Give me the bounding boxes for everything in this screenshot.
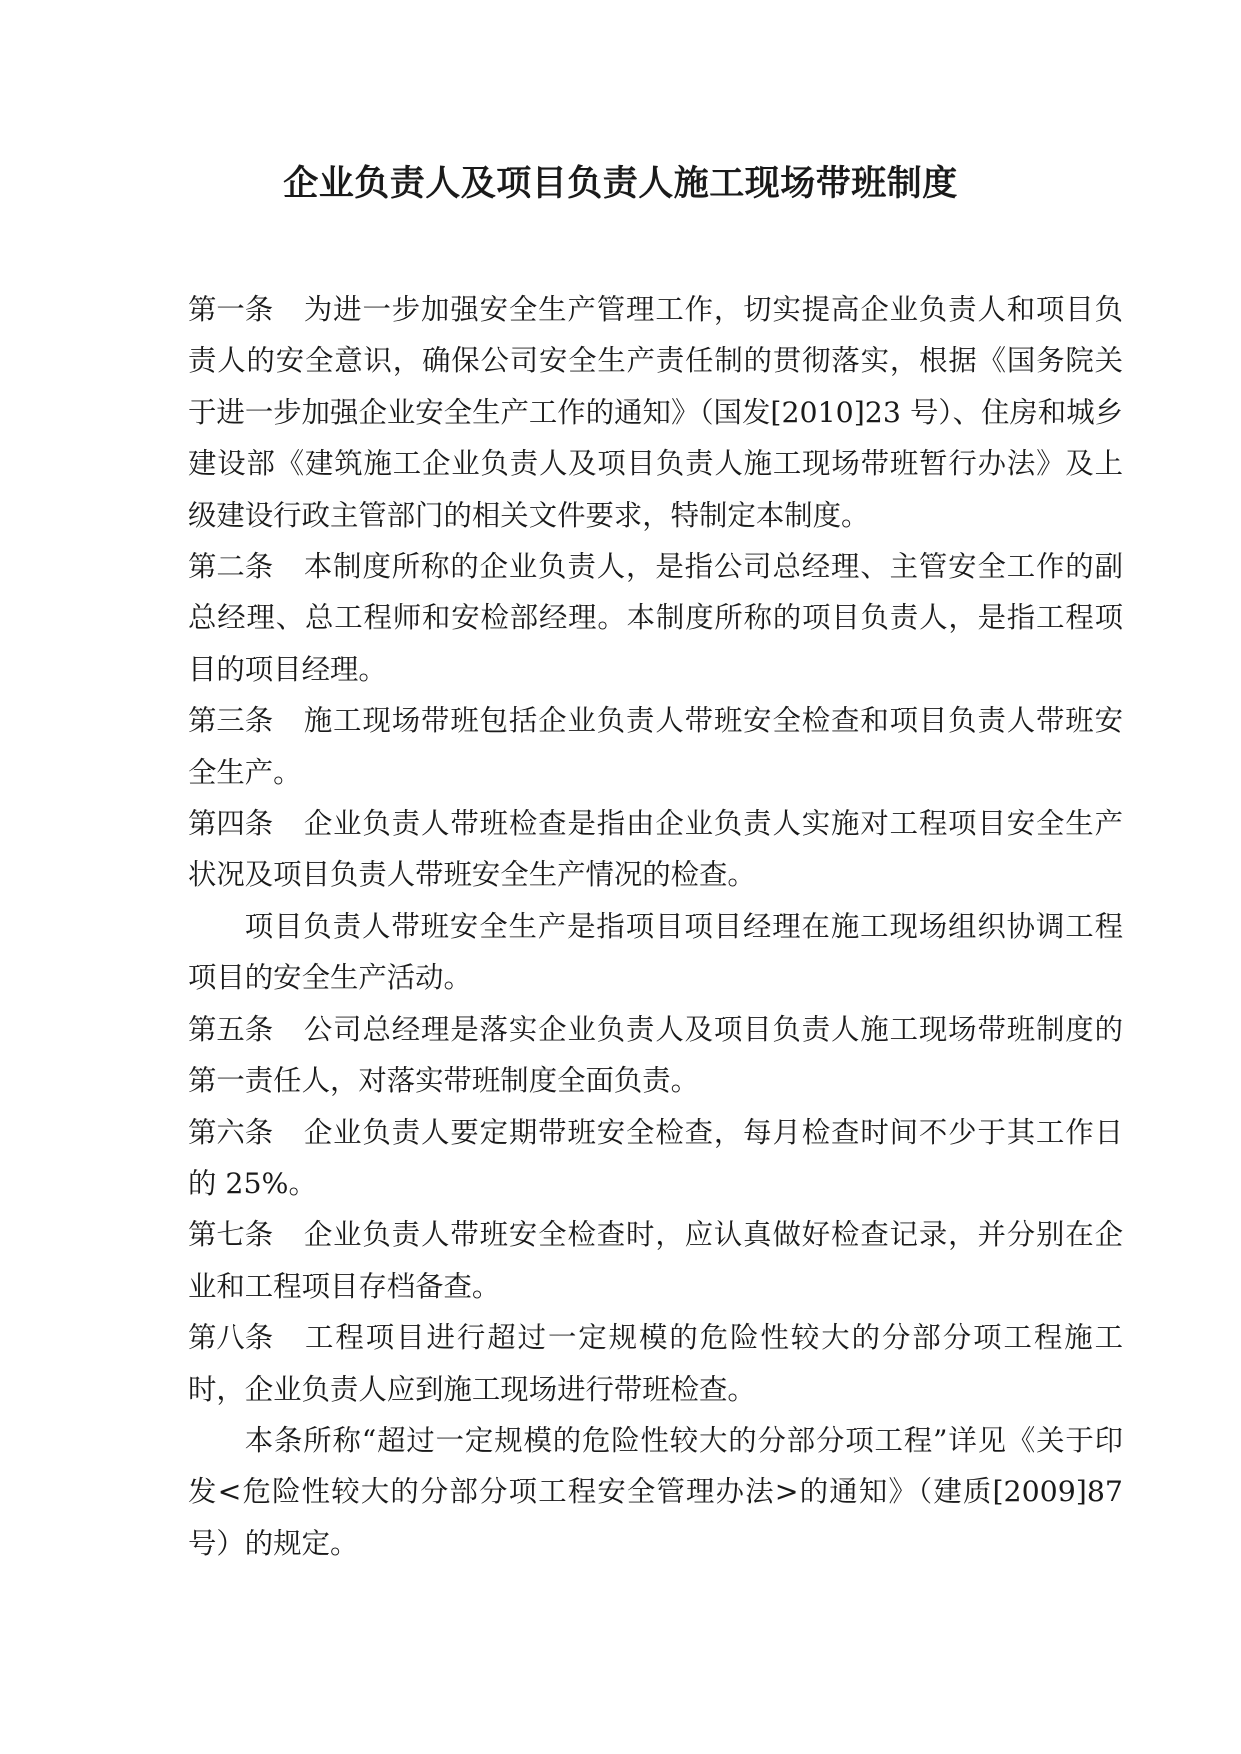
article-number: 第八条 <box>188 1321 274 1355</box>
article-3 <box>188 695 1123 798</box>
article-8-continuation <box>188 1415 1123 1569</box>
article-number: 第七条 <box>188 1218 274 1252</box>
article-text: 企业负责人带班安全检查时，应认真做好检查记录，并分别在企业和工程项目存档备查。 <box>188 1218 1123 1303</box>
article-4 <box>188 798 1123 901</box>
article-text: 工程项目进行超过一定规模的危险性较大的分部分项工程施工时，企业负责人应到施工现场进行带班检查。 <box>188 1321 1123 1406</box>
article-5 <box>188 1004 1123 1107</box>
article-text: 施工现场带班包括企业负责人带班安全检查和项目负责人带班安全生产。 <box>188 704 1123 789</box>
article-text: 企业负责人带班检查是指由企业负责人实施对工程项目安全生产状况及项目负责人带班安全生产情况的检查。 <box>188 807 1123 892</box>
article-6 <box>188 1107 1123 1210</box>
article-text: 本制度所称的企业负责人，是指公司总经理、主管安全工作的副总经理、总工程师和安检部经理。本制度所称的项目负责人，是指工程项目的项目经理。 <box>188 550 1123 686</box>
article-number: 第二条 <box>188 550 274 584</box>
article-text: 公司总经理是落实企业负责人及项目负责人施工现场带班制度的第一责任人，对落实带班制度全面负责。 <box>188 1012 1123 1098</box>
article-number: 第五条 <box>188 1012 274 1046</box>
article-number: 第三条 <box>188 704 274 738</box>
article-text: 企业负责人要定期带班安全检查，每月检查时间不少于其工作日的 25%。 <box>188 1115 1123 1200</box>
article-text: 为进一步加强安全生产管理工作，切实提高企业负责人和项目负责人的安全意识，确保公司安全生产责任制的贯彻落实，根据《国务院关于进一步加强企业安全生产工作的通知》（国发[2010]23 号）、住房和城乡建设部《建筑施工企业负责人及项目负责人施工现场带班暂行办法》及上级建设行政主管部门的相关文件要求，特制定本制度。 <box>188 293 1123 532</box>
article-8 <box>188 1312 1123 1415</box>
article-number: 第一条 <box>188 293 274 326</box>
document-body <box>188 284 1123 1569</box>
article-2 <box>188 541 1123 695</box>
document-title: 企业负责人及项目负责人施工现场带班制度 <box>283 164 958 204</box>
article-number: 第四条 <box>188 807 274 841</box>
paragraph-text: 本条所称“超过一定规模的危险性较大的分部分项工程”详见《关于印发<危险性较大的分部分项工程安全管理办法>的通知》（建质[2009]87 号）的规定。 <box>188 1423 1123 1560</box>
paragraph-text: 项目负责人带班安全生产是指项目项目经理在施工现场组织协调工程项目的安全生产活动。 <box>188 909 1123 995</box>
article-4-continuation <box>188 901 1123 1004</box>
article-number: 第六条 <box>188 1115 274 1149</box>
article-1 <box>188 284 1123 541</box>
article-7 <box>188 1209 1123 1312</box>
